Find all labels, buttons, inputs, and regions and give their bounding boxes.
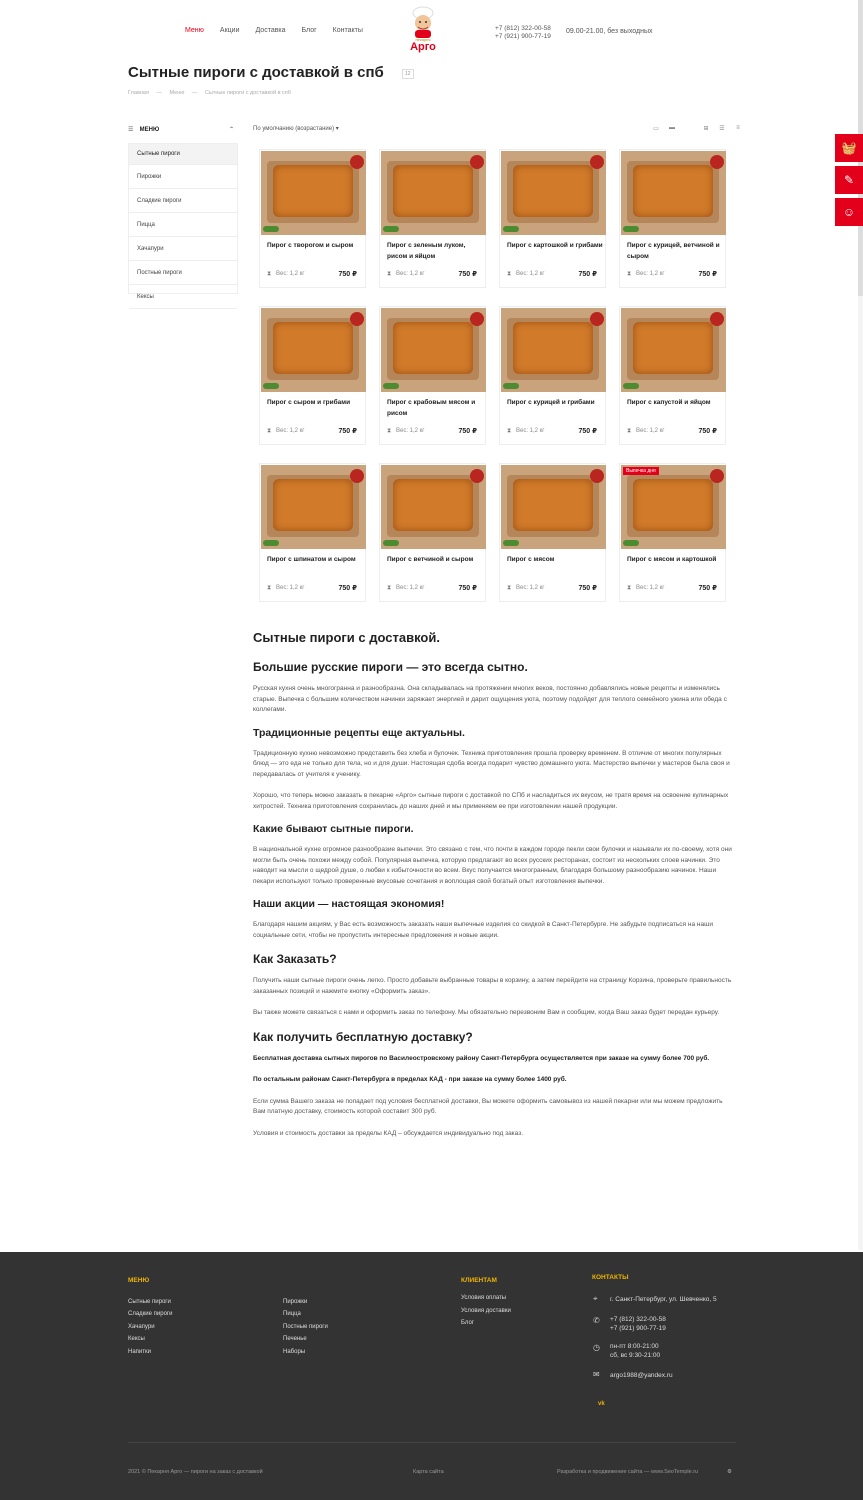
- seo-paragraph: Если сумма Вашего заказа не попадает под условия бесплатной доставки, Вы можете оформить самовывоз из нашей пекарни или мы можем предложить Вам платную доставку, стоимость которой составит 300 руб.: [253, 1097, 723, 1115]
- product-card[interactable]: [259, 306, 366, 445]
- product-image[interactable]: [501, 465, 606, 549]
- site-header: [0, 0, 863, 62]
- product-name[interactable]: Пирог с картошкой и грибами: [507, 242, 603, 249]
- nav-contacts[interactable]: Контакты: [332, 27, 363, 34]
- main-nav: [185, 27, 379, 34]
- footer-link[interactable]: Напитки: [128, 1349, 151, 1355]
- seo-paragraph-bold: Бесплатная доставка сытных пирогов по Василеостровскому району Санкт-Петербурга осуществляется при заказе на сумму более 700 руб.: [253, 1054, 710, 1062]
- weight-icon: ⧗: [387, 585, 392, 591]
- account-button[interactable]: [835, 198, 863, 226]
- footer-address: г. Санкт-Петербург, ул. Шевченко, 5: [610, 1296, 717, 1303]
- product-price: 750 ₽: [698, 585, 717, 592]
- footer-link[interactable]: Кексы: [128, 1336, 145, 1342]
- product-weight: [507, 428, 545, 435]
- product-image-tomato: [470, 469, 484, 483]
- product-image-tomato: [590, 469, 604, 483]
- breadcrumb-separator: —: [156, 90, 162, 96]
- footer-link[interactable]: Условия доставки: [461, 1308, 511, 1314]
- product-price: 750 ₽: [698, 428, 717, 435]
- phone-icon: ✆: [593, 1316, 600, 1325]
- footer-link[interactable]: Хачапури: [128, 1324, 155, 1330]
- footer-developer-link[interactable]: Разработка и продвижение сайта — www.SeoTemple.ru: [557, 1469, 699, 1475]
- burger-icon: ☰: [128, 127, 134, 133]
- vk-icon[interactable]: vk: [598, 1401, 605, 1407]
- product-card[interactable]: [379, 463, 486, 602]
- product-card[interactable]: [379, 306, 486, 445]
- weight-icon: ⧗: [387, 428, 392, 434]
- weight-icon: ⧗: [267, 428, 272, 434]
- weight-icon: ⧗: [507, 271, 512, 277]
- nav-delivery[interactable]: Доставка: [255, 27, 286, 34]
- product-weight-text: Вес: 1,2 кг: [636, 585, 665, 591]
- product-badge: Выпечка дня: [623, 467, 659, 475]
- product-image-herb: [623, 226, 639, 232]
- breadcrumb-separator: —: [191, 90, 198, 96]
- seo-text: [253, 630, 735, 1150]
- sidebar-header[interactable]: [128, 126, 238, 133]
- footer-link[interactable]: Постные пироги: [283, 1324, 328, 1330]
- seo-paragraph: Традиционную кухню невозможно представить без хлеба и булочек. Техника приготовления прошла проверку временем. В отличие от многих популярных блюд — это еда не только для тела, но и для души. Настоящая сдоба всегда подарит чувство домашнего уюта. Мастерство выпечки у мастеров была своя и передавалась от учителя к ученику.: [253, 749, 730, 778]
- seo-paragraph-bold: По остальным районам Санкт-Петербурга в пределах КАД - при заказе на сумму более 1400 руб.: [253, 1076, 567, 1083]
- product-card[interactable]: [379, 149, 486, 288]
- product-price: 750 ₽: [578, 271, 597, 278]
- logo[interactable]: [397, 4, 449, 58]
- product-image-pie: [393, 165, 473, 217]
- product-price: 750 ₽: [338, 585, 357, 592]
- footer-email[interactable]: argo1988@yandex.ru: [610, 1372, 673, 1379]
- sort-label: По умолчанию (возрастание): [253, 126, 335, 132]
- product-image-pie: [633, 322, 713, 374]
- footer-clients-title: КЛИЕНТАМ: [461, 1277, 497, 1284]
- grid-view-icon[interactable]: ⊞: [703, 126, 709, 132]
- product-image-herb: [383, 226, 399, 232]
- seo-paragraph: Условия и стоимость доставки за пределы КАД – обсуждается индивидуально под заказ.: [253, 1129, 523, 1137]
- product-weight-text: Вес: 1,2 кг: [636, 428, 665, 434]
- product-image[interactable]: [261, 465, 366, 549]
- footer-link[interactable]: Пицца: [283, 1311, 301, 1317]
- product-image[interactable]: [621, 465, 726, 549]
- sidebar-item-pizza[interactable]: Пицца: [129, 213, 237, 237]
- logo-subtitle: пекарня: [415, 37, 431, 42]
- seo-paragraph: Благодаря нашим акциям, у Вас есть возможность заказать наши выпечные изделия со скидкой в Санкт-Петербурге. Не забудьте подписаться на наши социальные сети, чтобы не пропустить интересные предложения и новые акции.: [253, 921, 713, 939]
- product-image-tomato: [710, 312, 724, 326]
- seo-paragraph: Хорошо, что теперь можно заказать в пекарне «Арго» сытные пироги с доставкой по СПб и насладиться их вкусом, не тратя время на освоение кулинарных хитростей. Техника приготовления сохранилась до наших дней и мы применяем ее при изготовлении нашей продукции.: [253, 792, 729, 810]
- view-switcher: [652, 125, 742, 132]
- product-weight-text: Вес: 1,2 кг: [276, 585, 305, 591]
- product-image-herb: [383, 383, 399, 389]
- product-image-tomato: [470, 312, 484, 326]
- product-price: 750 ₽: [698, 271, 717, 278]
- header-phones: [495, 25, 551, 41]
- cart-button[interactable]: [835, 134, 863, 162]
- product-card[interactable]: [499, 149, 606, 288]
- seo-paragraph: В национальной кухне огромное разнообразие выпечки. Это связано с тем, что почти в каждом городе пекли свои булочки и называли их по-своему, хотя они могли быть очень похожи между собой. Популярная выпечка, которую предлагают во всех русских ресторанах, состоит из нескольких слоев начинки. Это наводит на мысли о щедрой душе, о любви к избыточности во всем. Вкус получается многогранным, благодаря большому разнообразию начинок. Наши пекари используют только проверенные вкусовые сочетания и воплощая свой богатый опыт изготовления выпечки.: [253, 846, 732, 885]
- product-card[interactable]: [619, 149, 726, 288]
- product-weight: [267, 585, 305, 592]
- product-image-tomato: [350, 469, 364, 483]
- delivery-button[interactable]: [835, 166, 863, 194]
- weight-icon: ⧗: [267, 585, 272, 591]
- product-name[interactable]: Пирог с крабовым мясом и рисом: [387, 399, 476, 417]
- product-image-tomato: [470, 155, 484, 169]
- product-name[interactable]: Пирог с зеленым луком, рисом и яйцом: [387, 242, 466, 260]
- product-image-pie: [273, 479, 353, 531]
- footer-link[interactable]: Пирожки: [283, 1299, 308, 1305]
- product-price: 750 ₽: [458, 428, 477, 435]
- product-weight: [267, 428, 305, 435]
- product-image[interactable]: [381, 151, 486, 235]
- seo-paragraph: Русская кухня очень многогранна и разнообразна. Она складывалась на протяжении многих веков, постоянно добавлялись новые рецепты и изменялись старые. Выпечка с большим количеством начинки заряжает энергией и дарит ощущения уюта, поэтому подойдет для теплого семейного ужина или обеда с коллегами.: [253, 685, 727, 713]
- product-weight: [387, 585, 425, 592]
- weight-icon: ⧗: [627, 585, 632, 591]
- header-phone-2[interactable]: +7 (921) 900-77-19: [495, 33, 551, 40]
- product-card[interactable]: [499, 463, 606, 602]
- table-view-icon[interactable]: ≡: [736, 125, 740, 131]
- breadcrumb-menu[interactable]: Меню: [169, 90, 185, 96]
- product-image-pie: [513, 322, 593, 374]
- clock-icon: ◷: [593, 1343, 600, 1352]
- product-image-tomato: [350, 155, 364, 169]
- product-weight-text: Вес: 1,2 кг: [636, 271, 665, 277]
- product-image-herb: [263, 540, 279, 546]
- product-card[interactable]: [259, 149, 366, 288]
- product-image[interactable]: [381, 308, 486, 392]
- sidebar-item-cakes[interactable]: Кексы: [129, 285, 237, 309]
- product-name[interactable]: Пирог с мясом и картошкой: [627, 556, 717, 563]
- product-card[interactable]: [499, 306, 606, 445]
- sidebar-item-lenten-pies[interactable]: Постные пироги: [129, 261, 237, 285]
- seo-paragraph: Получить наши сытные пироги очень легко. Просто добавьте выбранные товары в корзину, а затем перейдите на страницу Корзина, проверьте правильность заказанных позиций и нажмите кнопку «Оформить заказ».: [253, 977, 732, 995]
- product-name[interactable]: Пирог с творогом и сыром: [267, 242, 354, 249]
- page-title: Сытные пироги с доставкой в спб: [128, 64, 384, 81]
- seo-subheading: Как получить бесплатную доставку?: [253, 1029, 473, 1044]
- product-image[interactable]: [261, 308, 366, 392]
- basket-icon: 🧺: [841, 141, 857, 155]
- product-price: 750 ₽: [458, 585, 477, 592]
- sidebar-item-sweet-pies[interactable]: Сладкие пироги: [129, 189, 237, 213]
- product-weight: [507, 585, 545, 592]
- product-weight: [627, 271, 665, 278]
- product-image-pie: [393, 322, 473, 374]
- sidebar-item-hearty-pies[interactable]: Сытные пироги: [129, 144, 237, 165]
- document-icon: ✎: [843, 173, 855, 187]
- product-price: 750 ₽: [338, 428, 357, 435]
- product-image-tomato: [590, 155, 604, 169]
- footer-menu-title: МЕНЮ: [128, 1277, 150, 1284]
- product-image-pie: [633, 479, 713, 531]
- product-name[interactable]: Пирог с шпинатом и сыром: [267, 556, 356, 563]
- footer-link[interactable]: Наборы: [283, 1349, 306, 1355]
- footer-hours-1: пн-пт 8:00-21:00: [610, 1343, 659, 1350]
- footer-hours-2: сб, вс 9:30-21:00: [610, 1352, 661, 1359]
- product-image[interactable]: [621, 308, 726, 392]
- product-name[interactable]: Пирог с капустой и яйцом: [627, 399, 711, 406]
- weight-icon: ⧗: [507, 428, 512, 434]
- product-name[interactable]: Пирог с курицей, ветчиной и сыром: [627, 242, 720, 260]
- seo-heading: Сытные пироги с доставкой.: [253, 630, 440, 645]
- header-hours: 09.00-21.00, без выходных: [566, 28, 653, 35]
- product-image-pie: [393, 479, 473, 531]
- footer-phone-1[interactable]: +7 (812) 322-00-58: [610, 1316, 666, 1323]
- nav-blog[interactable]: Блог: [301, 27, 317, 34]
- nav-promos[interactable]: Акции: [219, 27, 240, 34]
- chevron-down-icon: ▾: [335, 126, 339, 132]
- product-price: 750 ₽: [338, 271, 357, 278]
- product-name[interactable]: Пирог с мясом: [507, 556, 555, 563]
- product-image-tomato: [710, 155, 724, 169]
- product-weight: [387, 428, 425, 435]
- product-weight-text: Вес: 1,2 кг: [276, 271, 305, 277]
- seo-subheading: Какие бывают сытные пироги.: [253, 823, 414, 835]
- seo-subheading: Наши акции — настоящая экономия!: [253, 898, 445, 910]
- product-weight-text: Вес: 1,2 кг: [516, 271, 545, 277]
- footer-link[interactable]: Блог: [461, 1320, 474, 1326]
- product-image-tomato: [350, 312, 364, 326]
- footer-sitemap-link[interactable]: Карта сайта: [413, 1469, 444, 1475]
- view-small-icon[interactable]: ▭: [653, 126, 659, 132]
- product-image-herb: [503, 383, 519, 389]
- product-image-pie: [273, 165, 353, 217]
- product-weight-text: Вес: 1,2 кг: [396, 271, 425, 277]
- user-icon: ☺: [842, 205, 856, 219]
- product-weight: [507, 271, 545, 278]
- product-image-tomato: [590, 312, 604, 326]
- product-card[interactable]: [259, 463, 366, 602]
- product-weight: [627, 585, 665, 592]
- logo-brand: Арго: [410, 41, 436, 53]
- product-price: 750 ₽: [458, 271, 477, 278]
- product-image-pie: [513, 479, 593, 531]
- product-weight: [267, 271, 305, 278]
- seo-paragraph: Вы также можете связаться с нами и оформить заказ по телефону. Мы обязательно перезвоним Вам и сообщим, когда Ваш заказ будет передан курьеру.: [253, 1009, 720, 1016]
- seo-subheading: Как Заказать?: [253, 952, 337, 966]
- sidebar-menu: [128, 143, 238, 300]
- product-price: 750 ₽: [578, 428, 597, 435]
- seo-subheading: Традиционные рецепты еще актуальны.: [253, 726, 465, 739]
- list-view-icon[interactable]: ☰: [719, 126, 725, 132]
- product-image-pie: [273, 322, 353, 374]
- product-weight-text: Вес: 1,2 кг: [396, 428, 425, 434]
- sidebar-item-pirozhki[interactable]: Пирожки: [129, 165, 237, 189]
- footer-link[interactable]: Печенье: [283, 1336, 307, 1342]
- product-image-pie: [513, 165, 593, 217]
- site-footer: [0, 1252, 863, 1500]
- product-weight-text: Вес: 1,2 кг: [396, 585, 425, 591]
- product-card[interactable]: [619, 306, 726, 445]
- product-weight-text: Вес: 1,2 кг: [516, 428, 545, 434]
- product-image-herb: [503, 226, 519, 232]
- product-image-herb: [623, 540, 639, 546]
- weight-icon: ⧗: [627, 428, 632, 434]
- product-image[interactable]: [501, 151, 606, 235]
- product-count-badge: 12: [402, 69, 414, 79]
- weight-icon: ⧗: [267, 271, 272, 277]
- chef-icon: [408, 6, 438, 38]
- seo-subheading: Большие русские пироги — это всегда сытно.: [253, 660, 528, 674]
- product-image-tomato: [710, 469, 724, 483]
- product-name[interactable]: Пирог с сыром и грибами: [267, 399, 351, 406]
- product-weight: [627, 428, 665, 435]
- product-image[interactable]: [381, 465, 486, 549]
- nav-menu[interactable]: Меню: [185, 27, 204, 34]
- product-weight-text: Вес: 1,2 кг: [516, 585, 545, 591]
- breadcrumb-home[interactable]: Главная: [128, 90, 149, 96]
- weight-icon: ⧗: [507, 585, 512, 591]
- sidebar-title: МЕНЮ: [139, 127, 160, 133]
- product-weight-text: Вес: 1,2 кг: [276, 428, 305, 434]
- product-name[interactable]: Пирог с курицей и грибами: [507, 399, 595, 406]
- weight-icon: ⧗: [627, 271, 632, 277]
- sidebar-item-khachapuri[interactable]: Хачапури: [129, 237, 237, 261]
- product-card[interactable]: [619, 463, 726, 602]
- footer-divider: [128, 1442, 736, 1443]
- breadcrumb: [128, 90, 297, 96]
- footer-link[interactable]: Сладкие пироги: [128, 1311, 173, 1317]
- weight-icon: ⧗: [387, 271, 392, 277]
- view-large-icon[interactable]: ▬: [669, 125, 675, 131]
- chevron-up-icon[interactable]: ⌃: [228, 127, 234, 133]
- footer-phone-2[interactable]: +7 (921) 900-77-19: [610, 1325, 666, 1332]
- footer-link[interactable]: Условия оплаты: [461, 1295, 507, 1301]
- mail-icon: ✉: [593, 1370, 600, 1379]
- footer-contacts-title: КОНТАКТЫ: [592, 1274, 629, 1281]
- product-image[interactable]: [621, 151, 726, 235]
- product-image-herb: [623, 383, 639, 389]
- breadcrumb-current: Сытные пироги с доставкой в спб: [204, 90, 291, 96]
- developer-logo-icon[interactable]: ⚙: [727, 1469, 732, 1475]
- product-name[interactable]: Пирог с ветчиной и сыром: [387, 556, 474, 563]
- product-image-herb: [263, 226, 279, 232]
- product-image-pie: [633, 165, 713, 217]
- product-weight: [387, 271, 425, 278]
- product-image[interactable]: [501, 308, 606, 392]
- footer-copyright: 2021 © Пекарня Арго — пироги на заказ с доставкой: [128, 1469, 263, 1475]
- product-price: 750 ₽: [578, 585, 597, 592]
- product-image-herb: [383, 540, 399, 546]
- product-image-herb: [263, 383, 279, 389]
- sort-dropdown[interactable]: [253, 125, 339, 132]
- product-image[interactable]: [261, 151, 366, 235]
- header-phone-1[interactable]: +7 (812) 322-00-58: [495, 25, 551, 32]
- location-icon: ⌖: [593, 1294, 598, 1303]
- footer-link[interactable]: Сытные пироги: [128, 1299, 171, 1305]
- product-image-herb: [503, 540, 519, 546]
